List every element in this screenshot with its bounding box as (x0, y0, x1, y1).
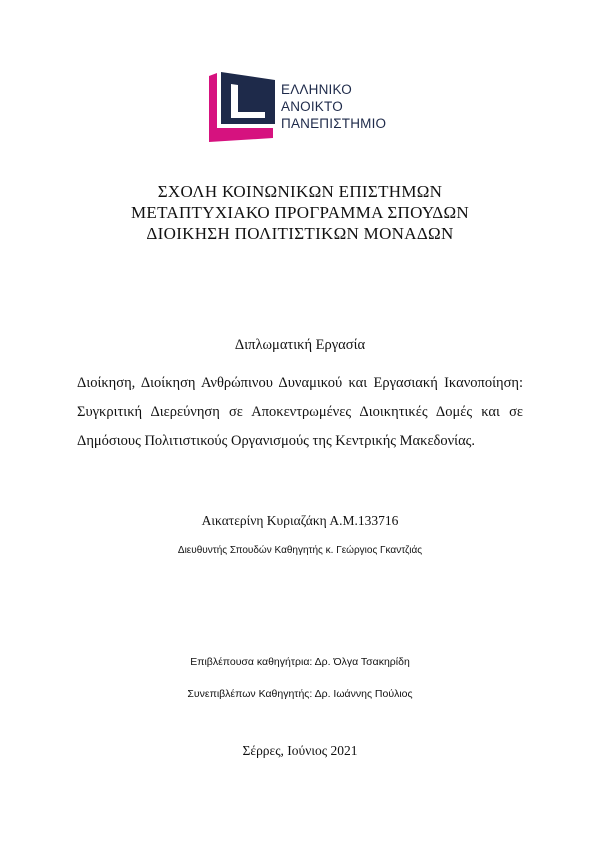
logo-line-1: ΕΛΛΗΝΙΚΟ (281, 82, 352, 97)
university-logo (207, 72, 397, 144)
author-line: Αικατερίνη Κυριαζάκη Α.Μ.133716 (201, 513, 399, 528)
thesis-type: Διπλωματική Εργασία (234, 337, 366, 353)
co-supervisor: Συνεπιβλέπων Καθηγητής: Δρ. Ιωάννης Πούλιος (187, 688, 413, 700)
logo-mark-icon (207, 72, 279, 144)
logo-line-2: ΑΝΟΙΚΤΟ (281, 99, 343, 114)
program-name: ΜΕΤΑΠΤΥΧΙΑΚΟ ΠΡΟΓΡΑΜΜΑ ΣΠΟΥΔΩΝ (130, 203, 470, 222)
track-name: ΔΙΟΙΚΗΣΗ ΠΟΛΙΤΙΣΤΙΚΩΝ ΜΟΝΑΔΩΝ (146, 224, 454, 243)
school-header (0, 181, 600, 244)
supervisor: Επιβλέπουσα καθηγήτρια: Δρ. Όλγα Τσακηρίδη (190, 656, 410, 668)
place-date: Σέρρες, Ιούνιος 2021 (242, 743, 358, 758)
logo-line-3: ΠΑΝΕΠΙΣΤΗΜΙΟ (281, 116, 387, 131)
studies-director: Διευθυντής Σπουδών Καθηγητής κ. Γεώργιος Γκαντζιάς (177, 545, 423, 556)
school-name: ΣΧΟΛΗ ΚΟΙΝΩΝΙΚΩΝ ΕΠΙΣΤΗΜΩΝ (157, 182, 443, 201)
logo-wordmark (281, 81, 386, 132)
thesis-title: Διοίκηση, Διοίκηση Ανθρώπινου Δυναμικού και Εργασιακή Ικανοποίηση: Συγκριτική Διερεύνηση σε Αποκεντρωμένες Διοικητικές Δομές και σε Δημόσιους Πολιτιστικούς Οργανισμούς της Κεντρικής Μακεδονίας. (77, 375, 523, 449)
